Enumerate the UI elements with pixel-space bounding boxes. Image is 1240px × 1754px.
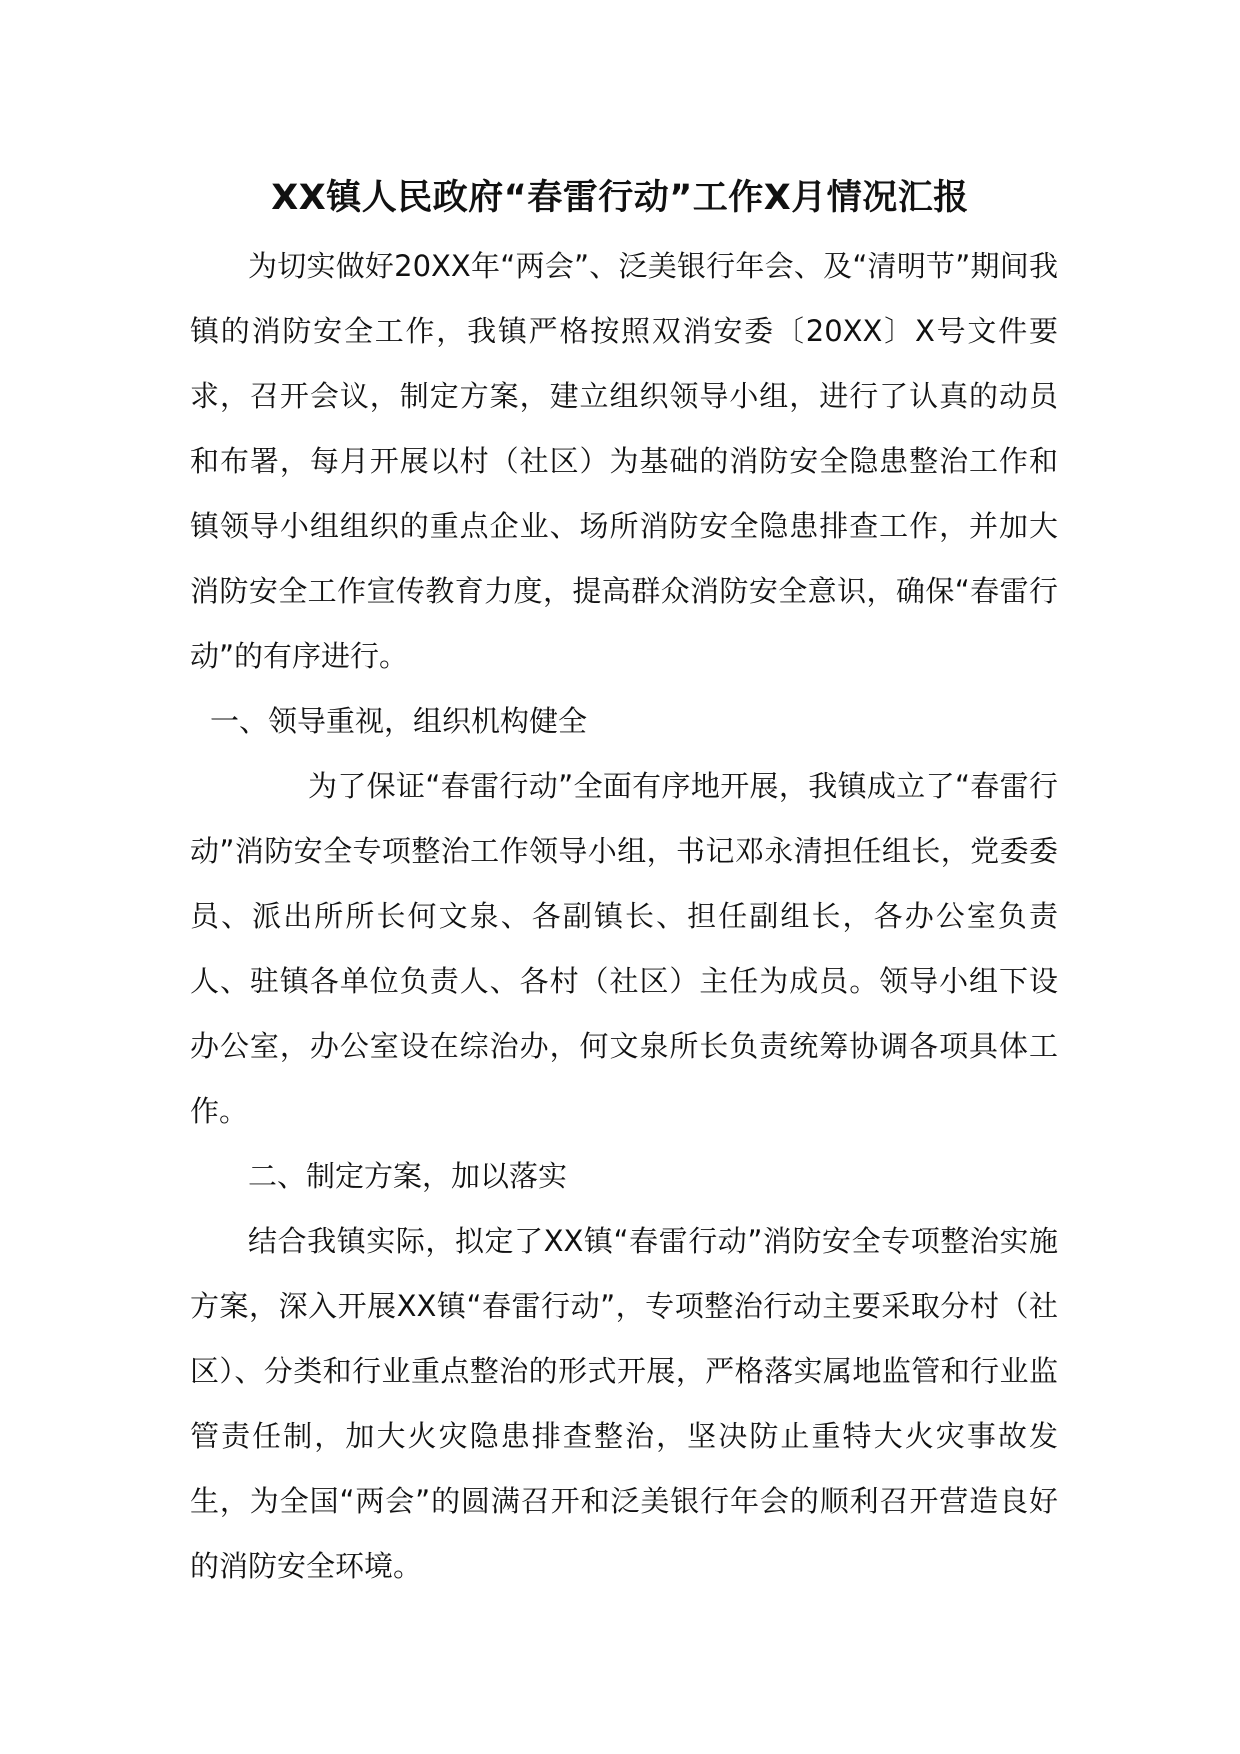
intro-paragraph: 为切实做好20XX年“两会”、泛美银行年会、及“清明节”期间我镇的消防安全工作，我镇严格按照双消安委〔20XX〕X号文件要求，召开会议，制定方案，建立组织领导小组，进行了认真的动员和布署，每月开展以村（社区）为基础的消防安全隐患整治工作和镇领导小组组织的重点企业、场所消防安全隐患排查工作，并加大消防安全工作宣传教育力度，提高群众消防安全意识，确保“春雷行动”的有序进行。 xyxy=(190,249,1058,673)
section-heading-2: 二、制定方案，加以落实 xyxy=(248,1159,568,1193)
section-2-paragraph: 结合我镇实际，拟定了XX镇“春雷行动”消防安全专项整治实施方案，深入开展XX镇“春雷行动”，专项整治行动主要采取分村（社区）、分类和行业重点整治的形式开展，严格落实属地监管和行业监管责任制，加大火灾隐患排查整治，坚决防止重特大火灾事故发生，为全国“两会”的圆满召开和泛美银行年会的顺利召开营造良好的消防安全环境。 xyxy=(190,1224,1058,1583)
document-title: XX镇人民政府“春雷行动”工作X月情况汇报 xyxy=(271,178,969,218)
section-1-paragraph: 为了保证“春雷行动”全面有序地开展，我镇成立了“春雷行动”消防安全专项整治工作领导小组，书记邓永清担任组长，党委委员、派出所所长何文泉、各副镇长、担任副组长，各办公室负责人、驻镇各单位负责人、各村（社区）主任为成员。领导小组下设办公室，办公室设在综治办，何文泉所长负责统筹协调各项具体工作。 xyxy=(190,769,1058,1128)
document-body xyxy=(190,234,1058,1599)
section-heading-1: 一、领导重视，组织机构健全 xyxy=(210,704,588,738)
